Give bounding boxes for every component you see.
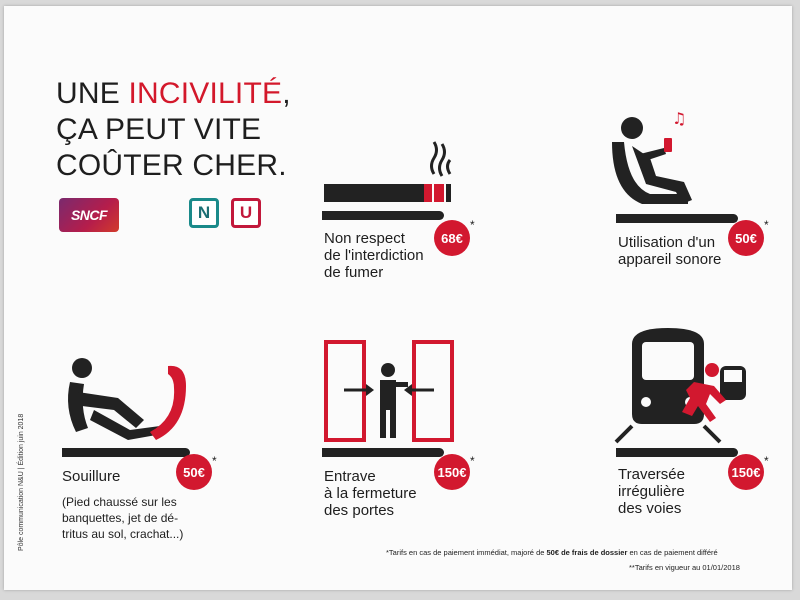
item-3-bar xyxy=(62,448,190,457)
item-4-bar xyxy=(322,448,444,457)
item-1-caption: Non respect de l'interdiction de fumer xyxy=(324,230,424,281)
cigarette-icon xyxy=(322,136,462,206)
vertical-edition-note: Pôle communication N&U | Édition juin 2018 xyxy=(18,413,25,551)
item-5-star: * xyxy=(764,454,769,468)
headline-comma: , xyxy=(282,77,291,110)
item-5-caption: Traversée irrégulière des voies xyxy=(618,466,685,517)
track-crossing-icon xyxy=(612,324,752,444)
item-3-price: 50€ xyxy=(176,454,212,490)
item-4-star: * xyxy=(470,454,475,468)
footnote-1: *Tarifs en cas de paiement immédiat, majoré de 50€ de frais de dossier en cas de paiement différé xyxy=(386,548,718,557)
item-2-star: * xyxy=(764,218,769,232)
svg-text:♫: ♫ xyxy=(672,109,687,128)
item-3-caption: Souillure xyxy=(62,468,121,485)
item-1-star: * xyxy=(470,218,475,232)
item-1-bar xyxy=(322,211,444,220)
item-4-caption: Entrave à la fermeture des portes xyxy=(324,468,417,519)
item-2-price: 50€ xyxy=(728,220,764,256)
item-2-bar xyxy=(616,214,738,223)
poster-sheet xyxy=(4,6,792,590)
headline-prefix: UNE xyxy=(56,77,129,110)
line-u-badge: U xyxy=(231,198,261,228)
music-listener-icon xyxy=(604,106,714,216)
item-5-bar xyxy=(616,448,738,457)
sncf-logo: SNCF xyxy=(59,198,119,232)
item-5-price: 150€ xyxy=(728,454,764,490)
item-2-caption: Utilisation d'un appareil sonore xyxy=(618,234,722,268)
headline-line-3: COÛTER CHER. xyxy=(56,149,287,182)
line-n-badge: N xyxy=(189,198,219,228)
headline-line-2: ÇA PEUT VITE xyxy=(56,113,262,146)
item-4-price: 150€ xyxy=(434,454,470,490)
item-1-price: 68€ xyxy=(434,220,470,256)
headline-highlight: INCIVILITÉ xyxy=(128,77,283,110)
door-blocking-icon xyxy=(322,338,462,444)
item-3-note: (Pied chaussé sur les banquettes, jet de dé- tritus au sol, crachat...) xyxy=(62,495,184,541)
item-3-star: * xyxy=(212,454,217,468)
headline xyxy=(56,76,291,184)
feet-on-seat-icon xyxy=(60,354,210,444)
footnote-2: **Tarifs en vigueur au 01/01/2018 xyxy=(629,563,740,572)
